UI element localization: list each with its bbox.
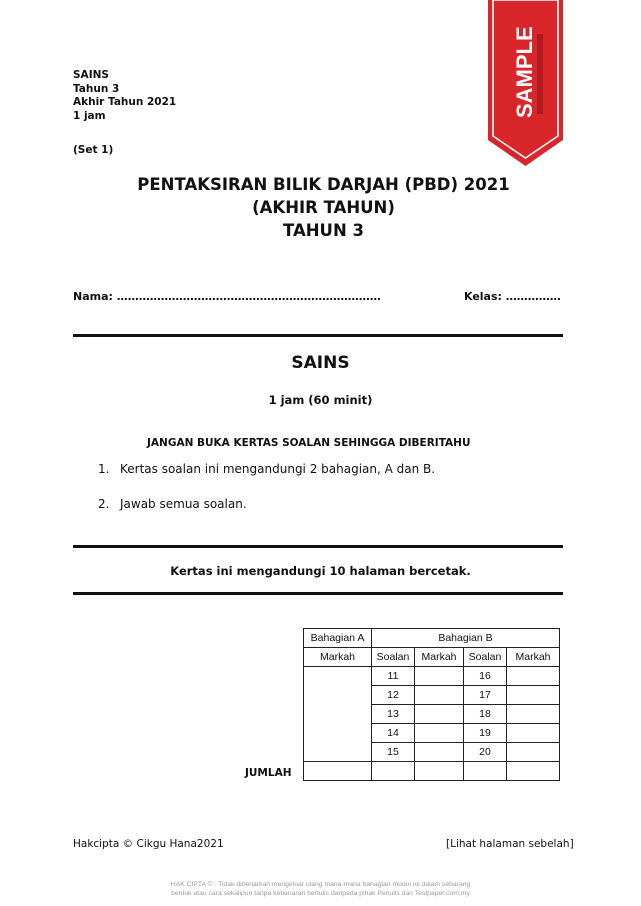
instruction-number: 1. [98, 462, 110, 476]
markah-cell[interactable] [415, 686, 464, 705]
instruction-text: Kertas soalan ini mengandungi 2 bahagian, A dan B. [120, 462, 436, 476]
question-number: 11 [372, 667, 415, 686]
jumlah-cell[interactable] [415, 762, 464, 781]
question-number: 18 [464, 705, 507, 724]
title-line-2: (AKHIR TAHUN) [252, 198, 395, 217]
divider-bottom [73, 592, 563, 595]
markah-cell[interactable] [415, 724, 464, 743]
header-subject: SAINS [73, 69, 109, 81]
markah-cell[interactable] [507, 686, 560, 705]
section-duration: 1 jam (60 minit) [268, 393, 373, 407]
col-soalan-2: Soalan [464, 648, 507, 667]
marks-table [303, 628, 560, 781]
divider-middle [73, 545, 563, 548]
warning-text: JANGAN BUKA KERTAS SOALAN SEHINGGA DIBERITAHU [147, 437, 471, 449]
instruction-2 [98, 497, 247, 511]
next-page-note: [Lihat halaman sebelah] [446, 838, 574, 850]
markah-cell[interactable] [415, 743, 464, 762]
title-line-3: TAHUN 3 [283, 221, 364, 240]
instruction-number: 2. [98, 497, 110, 511]
question-number: 16 [464, 667, 507, 686]
kelas-field[interactable]: Kelas: …………… [464, 290, 561, 303]
header-duration: 1 jam [73, 109, 106, 122]
title-line-1: PENTAKSIRAN BILIK DARJAH (PBD) 2021 [137, 175, 510, 194]
table-row [304, 667, 560, 686]
nama-field[interactable]: Nama: ……………………………………………………………… [73, 290, 381, 303]
question-number: 17 [464, 686, 507, 705]
copyright-text: Hakcipta © Cikgu Hana2021 [73, 838, 224, 850]
fine-print-line-1: HAK CIPTA © : Tidak dibenarkan mengeluar ulang mana-mana bahagian modul ini dalam sebarang [170, 881, 471, 888]
question-number: 13 [372, 705, 415, 724]
col-markah-1: Markah [415, 648, 464, 667]
fine-print-line-2: bentuk atau cara sekalipun tanpa kebenaran bertulis daripada pihak Penulis dan Testpaper.com.my [171, 890, 470, 897]
markah-cell[interactable] [507, 743, 560, 762]
jumlah-cell[interactable] [372, 762, 415, 781]
jumlah-cell[interactable] [507, 762, 560, 781]
question-number: 15 [372, 743, 415, 762]
divider-top [73, 334, 563, 337]
header-exam: Akhir Tahun 2021 [73, 96, 177, 108]
question-number: 19 [464, 724, 507, 743]
fine-print [0, 880, 641, 898]
table-row-jumlah [304, 762, 560, 781]
jumlah-label: JUMLAH [245, 767, 292, 779]
question-number: 20 [464, 743, 507, 762]
markah-cell[interactable] [415, 667, 464, 686]
pages-note: Kertas ini mengandungi 10 halaman bercetak. [170, 564, 471, 578]
markah-a-cell[interactable] [304, 667, 372, 762]
header-bahagian-a: Bahagian A [304, 629, 372, 648]
instruction-text: Jawab semua soalan. [120, 497, 247, 511]
instruction-1 [98, 462, 435, 476]
question-number: 14 [372, 724, 415, 743]
exam-title [0, 173, 641, 242]
sample-ribbon-label: SAMPLE [512, 26, 537, 118]
col-markah-2: Markah [507, 648, 560, 667]
sample-ribbon [488, 0, 563, 166]
header-year: Tahun 3 [73, 82, 120, 95]
col-soalan-1: Soalan [372, 648, 415, 667]
markah-cell[interactable] [507, 667, 560, 686]
col-markah-a: Markah [304, 648, 372, 667]
markah-cell[interactable] [415, 705, 464, 724]
markah-cell[interactable] [507, 705, 560, 724]
set-label: (Set 1) [73, 144, 114, 156]
header-bahagian-b: Bahagian B [372, 629, 560, 648]
question-number: 12 [372, 686, 415, 705]
jumlah-cell[interactable] [304, 762, 372, 781]
section-subject: SAINS [291, 353, 350, 373]
jumlah-cell[interactable] [464, 762, 507, 781]
markah-cell[interactable] [507, 724, 560, 743]
header-block [73, 69, 176, 123]
